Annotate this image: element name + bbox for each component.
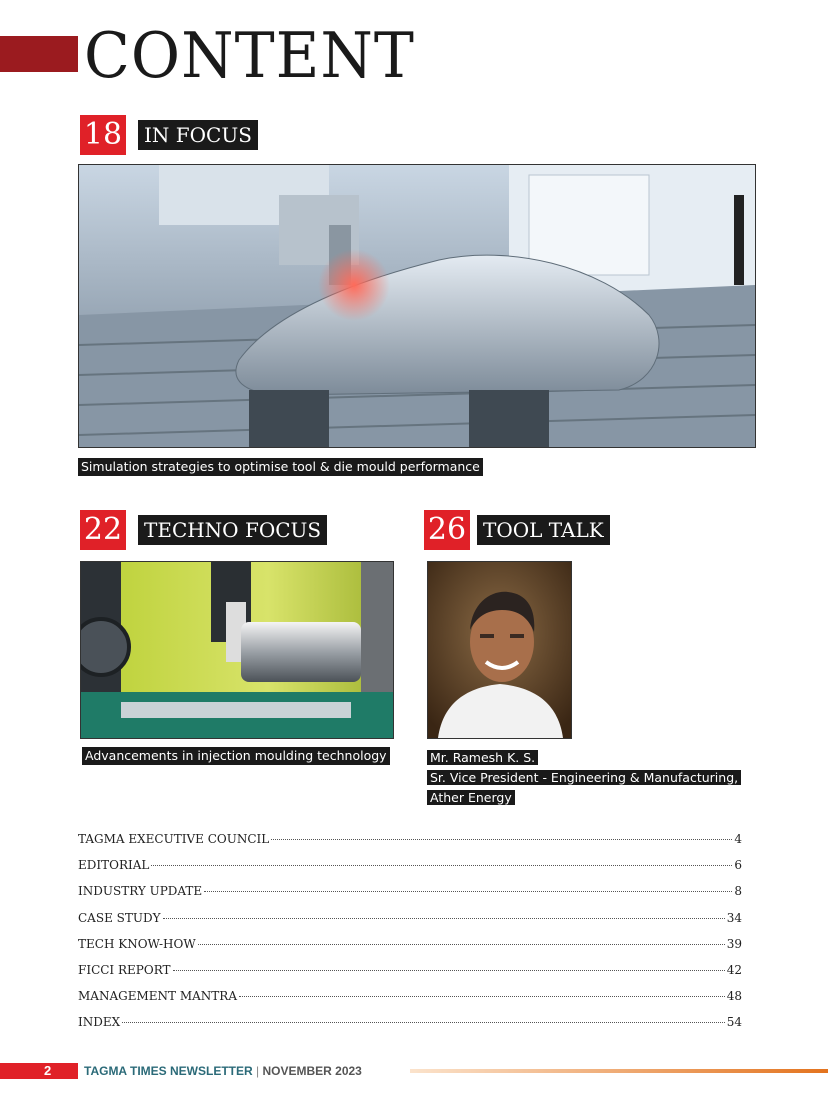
toc-entry[interactable]	[78, 937, 742, 963]
toc-entry-label: INDEX	[78, 1015, 121, 1030]
page-title: CONTENT	[84, 19, 415, 93]
toc-entry-label: EDITORIAL	[78, 858, 150, 873]
tool-talk-caption	[427, 747, 741, 807]
tool-talk-label[interactable]: TOOL TALK	[477, 515, 610, 545]
toc-leader-dots	[198, 944, 725, 945]
in-focus-caption[interactable]: Simulation strategies to optimise tool & die mould performance	[78, 458, 483, 476]
interviewee-title[interactable]: Sr. Vice President - Engineering & Manufacturing,	[427, 770, 741, 785]
footer-publication-line	[84, 1063, 362, 1079]
techno-focus-page-number[interactable]: 22	[80, 510, 126, 550]
tool-talk-portrait[interactable]	[427, 561, 572, 739]
footer-gradient-line	[410, 1069, 828, 1073]
toc-leader-dots	[239, 996, 725, 997]
toc-entry-page: 8	[734, 884, 742, 899]
toc-leader-dots	[163, 918, 725, 919]
tool-talk-page-number[interactable]: 26	[424, 510, 470, 550]
toc-entry-label: MANAGEMENT MANTRA	[78, 989, 237, 1004]
footer-page-number: 2	[44, 1063, 52, 1078]
in-focus-image[interactable]	[78, 164, 756, 448]
toc-entry[interactable]	[78, 1015, 742, 1041]
toc-entry-label: FICCI REPORT	[78, 962, 171, 977]
toc-entry[interactable]	[78, 858, 742, 884]
title-accent-bar	[0, 36, 78, 72]
toc-leader-dots	[271, 839, 732, 840]
toc-entry[interactable]	[78, 832, 742, 858]
toc-entry-page: 6	[734, 858, 742, 873]
toc-entry-page: 48	[726, 989, 742, 1004]
techno-focus-image[interactable]	[80, 561, 394, 739]
in-focus-page-number[interactable]: 18	[80, 115, 126, 155]
toc-entry[interactable]	[78, 989, 742, 1015]
footer-accent-bar	[0, 1063, 78, 1079]
toc-entry-page: 4	[734, 832, 742, 846]
toc-entry[interactable]	[78, 963, 742, 989]
in-focus-label[interactable]: IN FOCUS	[138, 120, 258, 150]
footer-separator: |	[256, 1064, 260, 1078]
publication-name: TAGMA TIMES NEWSLETTER	[84, 1064, 253, 1078]
toc-entry-page: 39	[726, 936, 742, 951]
techno-focus-caption[interactable]: Advancements in injection moulding technology	[82, 747, 390, 765]
toc-entry[interactable]	[78, 911, 742, 937]
table-of-contents	[78, 832, 742, 1042]
toc-entry-label: INDUSTRY UPDATE	[78, 884, 203, 899]
toc-leader-dots	[122, 1022, 725, 1023]
toc-entry[interactable]	[78, 884, 742, 910]
toc-entry-label: TECH KNOW-HOW	[78, 936, 196, 951]
interviewee-name[interactable]: Mr. Ramesh K. S.	[427, 750, 538, 765]
toc-leader-dots	[151, 865, 732, 866]
toc-entry-page: 54	[726, 1015, 742, 1030]
toc-entry-label: TAGMA EXECUTIVE COUNCIL	[78, 832, 270, 846]
toc-entry-page: 42	[726, 962, 742, 977]
toc-leader-dots	[173, 970, 725, 971]
interviewee-company[interactable]: Ather Energy	[427, 790, 515, 805]
techno-focus-label[interactable]: TECHNO FOCUS	[138, 515, 327, 545]
toc-leader-dots	[204, 891, 732, 892]
toc-entry-page: 34	[726, 910, 742, 925]
issue-date: NOVEMBER 2023	[262, 1064, 362, 1078]
toc-entry-label: CASE STUDY	[78, 910, 161, 925]
